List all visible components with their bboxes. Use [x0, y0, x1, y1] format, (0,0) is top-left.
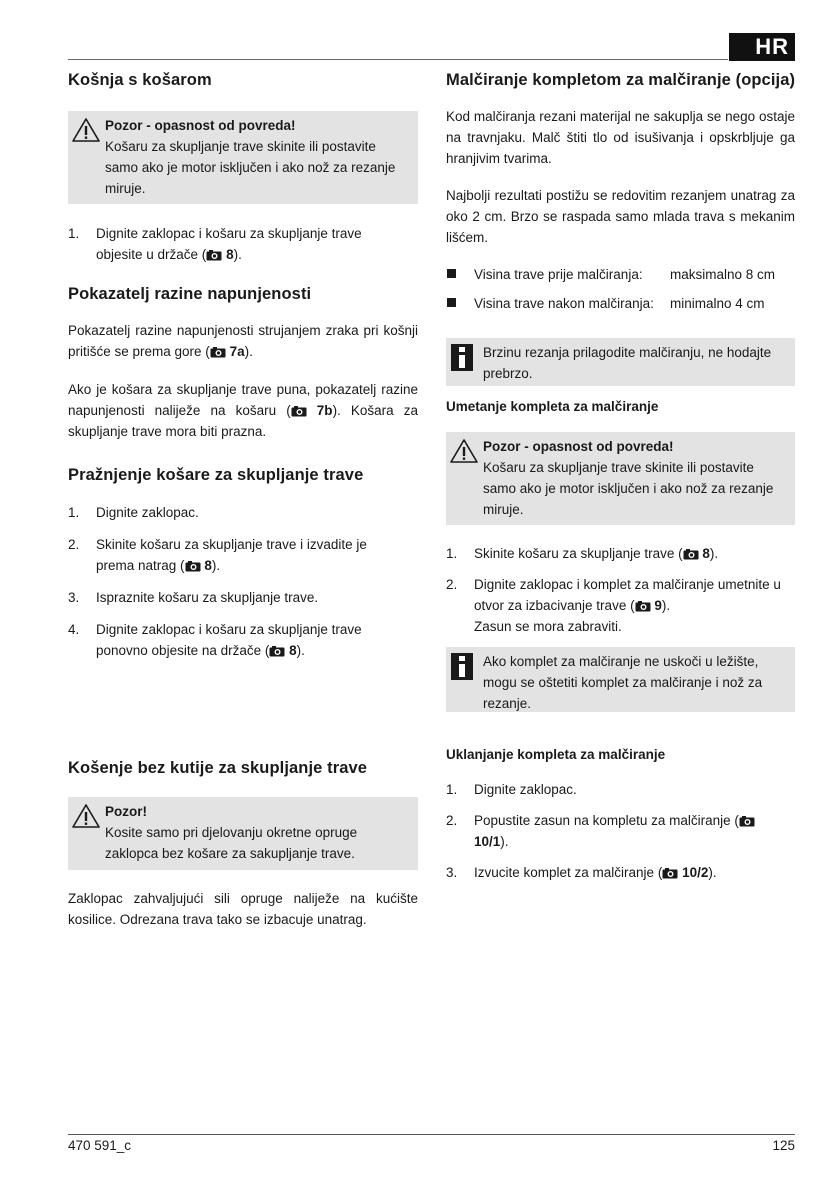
- bullet-label: Visina trave nakon malčiranja:: [474, 296, 654, 311]
- info-icon: [451, 344, 473, 371]
- warning-box: [68, 797, 418, 870]
- list-item: [446, 779, 795, 800]
- camera-icon: [185, 561, 201, 572]
- step-number: 2.: [68, 537, 80, 552]
- language-badge: HR: [729, 33, 795, 61]
- text: Pokazatelj razine napunjenosti strujanjem zraka pri košnji pritišće se prema gore (: [68, 323, 418, 359]
- paragraph: Pokazatelj razine napunjenosti strujanjem zraka pri košnji pritišće se prema gore ( 7a).: [68, 323, 418, 359]
- warning-box: [446, 432, 795, 525]
- heading-umetanje: Umetanje kompleta za malčiranje: [446, 399, 659, 414]
- step-list: [68, 502, 398, 661]
- step-number: 1.: [68, 505, 80, 520]
- info-box: [446, 338, 795, 386]
- list-item: 4. Dignite zaklopac i košaru za skupljanje trave ponovno objesite na držače ( 8).: [68, 619, 398, 661]
- warning-icon: [450, 438, 478, 464]
- step-text: Dignite zaklopac i košaru za skupljanje trave objesite u držače (: [96, 226, 362, 262]
- text: Ako je košara za skupljanje trave puna, pokazatelj razine napunjenosti naliježe na košaru (: [68, 382, 418, 418]
- step-number: 3.: [446, 865, 458, 880]
- warning-heading: Pozor - opasnost od povreda!: [483, 439, 674, 454]
- step-text: Dignite zaklopac.: [474, 782, 577, 797]
- warning-heading: Pozor!: [105, 804, 147, 819]
- warning-heading: Pozor - opasnost od povreda!: [105, 118, 296, 133]
- heading-kosnja-s-kosarom: Košnja s košarom: [68, 71, 212, 89]
- bullet-label: Visina trave prije malčiranja:: [474, 267, 643, 282]
- step-number: 2.: [446, 577, 458, 592]
- list-item: [446, 293, 795, 322]
- bullet-value: minimalno 4 cm: [670, 296, 765, 311]
- list-item: [68, 587, 398, 608]
- step-number: 4.: [68, 622, 80, 637]
- heading-pokazatelj: Pokazatelj razine napunjenosti: [68, 285, 312, 303]
- step-text: Skinite košaru za skupljanje trave (: [474, 546, 683, 561]
- paragraph: [68, 379, 418, 442]
- step-number: 3.: [68, 590, 80, 605]
- list-item: 1. Skinite košaru za skupljanje trave ( 8).: [446, 543, 795, 564]
- warning-box: [68, 111, 418, 204]
- text: ). Košara za skupljanje trave mora biti prazna.: [68, 403, 418, 439]
- list-item: 2. Skinite košaru za skupljanje trave i izvadite je prema natrag ( 8).: [68, 534, 398, 576]
- figure-ref: 7a: [229, 344, 245, 359]
- info-box: [446, 647, 795, 712]
- step-list: [446, 543, 795, 637]
- camera-icon: [291, 406, 307, 417]
- step-number: 1.: [446, 782, 458, 797]
- paragraph: Zaklopac zahvaljujući sili opruge naliježe na kućište kosilice. Odrezana trava tako se izbacuje unatrag.: [68, 891, 418, 927]
- bullet-marker: [447, 298, 456, 307]
- list-item: [68, 502, 398, 523]
- bullet-list: [446, 264, 795, 322]
- heading-praznjenje: Pražnjenje košare za skupljanje trave: [68, 466, 364, 484]
- bullet-value: maksimalno 8 cm: [670, 267, 776, 282]
- camera-icon: [683, 549, 699, 560]
- figure-ref: 8: [289, 643, 297, 658]
- paragraph: Kod malčiranja rezani materijal ne sakuplja se nego ostaje na travnjaku. Malč štiti tlo od isušivanja i opskrbljuje ga hranjivim tvarima.: [446, 109, 795, 166]
- heading-uklanjanje: Uklanjanje kompleta za malčiranje: [446, 747, 666, 762]
- warning-text: Košaru za skupljanje trave skinite ili postavite samo ako je motor isključen i ako nož za rezanje miruje.: [483, 460, 774, 517]
- step-text: Dignite zaklopac.: [96, 505, 199, 520]
- heading-malciranje: Malčiranje kompletom za malčiranje (opcija): [446, 71, 796, 89]
- figure-ref: 8: [204, 558, 212, 573]
- document-number: 470 591_c: [68, 1138, 132, 1153]
- paragraph: Najbolji rezultati postižu se redovitim rezanjem unatrag za oko 2 cm. Brzo se raspada samo mlada trava s mekanim lišćem.: [446, 188, 795, 245]
- step-text: Dignite zaklopac i komplet za malčiranje umetnite u otvor za izbacivanje trave (: [474, 577, 781, 613]
- step-number: 1.: [68, 226, 80, 241]
- bullet-marker: [447, 269, 456, 278]
- warning-icon: [72, 117, 100, 143]
- camera-icon: [210, 347, 226, 358]
- camera-icon: [206, 250, 222, 261]
- info-icon: [451, 653, 473, 680]
- list-item: 1. Dignite zaklopac i košaru za skupljanje trave objesite u držače ( 8).: [68, 223, 398, 265]
- list-item: 2. Popustite zasun na kompletu za malčiranje ( 10/1).: [446, 810, 774, 852]
- step-text: Dignite zaklopac i košaru za skupljanje trave ponovno objesite na držače (: [96, 622, 362, 658]
- step-text: Izvucite komplet za malčiranje (: [474, 865, 663, 880]
- list-item: [446, 264, 795, 293]
- list-item: 2. Dignite zaklopac i komplet za malčiranje umetnite u otvor za izbacivanje trave ( 9). Zasun se mora zabraviti.: [446, 574, 795, 637]
- warning-text: Kosite samo pri djelovanju okretne opruge zaklopca bez košare za sakupljanje trave.: [105, 825, 358, 861]
- step-list: [446, 779, 795, 883]
- camera-icon: [635, 601, 651, 612]
- warning-icon: [72, 803, 100, 829]
- step-number: 1.: [446, 546, 458, 561]
- step-text: Ispraznite košaru za skupljanje trave.: [96, 590, 319, 605]
- info-text: Brzinu rezanja prilagodite malčiranju, ne hodajte prebrzo.: [483, 345, 772, 381]
- figure-ref: 10/1: [474, 834, 501, 849]
- figure-ref: 7b: [316, 403, 333, 418]
- list-item: 3. Izvucite komplet za malčiranje ( 10/2).: [446, 862, 795, 883]
- info-text: Ako komplet za malčiranje ne uskoči u ležište, mogu se oštetiti komplet za malčiranje i nož za rezanje.: [483, 654, 763, 711]
- figure-ref: 8: [702, 546, 710, 561]
- step-list: [68, 223, 398, 265]
- step-text: Skinite košaru za skupljanje trave i izvadite je prema natrag (: [96, 537, 367, 573]
- camera-icon: [739, 816, 755, 827]
- heading-kosenje-bez-kutije: Košenje bez kutije za skupljanje trave: [68, 759, 368, 777]
- figure-ref: 9: [654, 598, 662, 613]
- step-note: Zasun se mora zabraviti.: [474, 619, 622, 634]
- warning-text: Košaru za skupljanje trave skinite ili postavite samo ako je motor isključen i ako nož za rezanje miruje.: [105, 139, 396, 196]
- header-rule: [68, 59, 728, 60]
- step-number: 2.: [446, 813, 458, 828]
- camera-icon: [662, 868, 678, 879]
- figure-ref: 8: [226, 247, 234, 262]
- figure-ref: 10/2: [682, 865, 709, 880]
- footer-rule: [68, 1134, 795, 1135]
- step-text: Popustite zasun na kompletu za malčiranje (: [474, 813, 739, 828]
- camera-icon: [269, 646, 285, 657]
- page-number: 125: [772, 1138, 795, 1153]
